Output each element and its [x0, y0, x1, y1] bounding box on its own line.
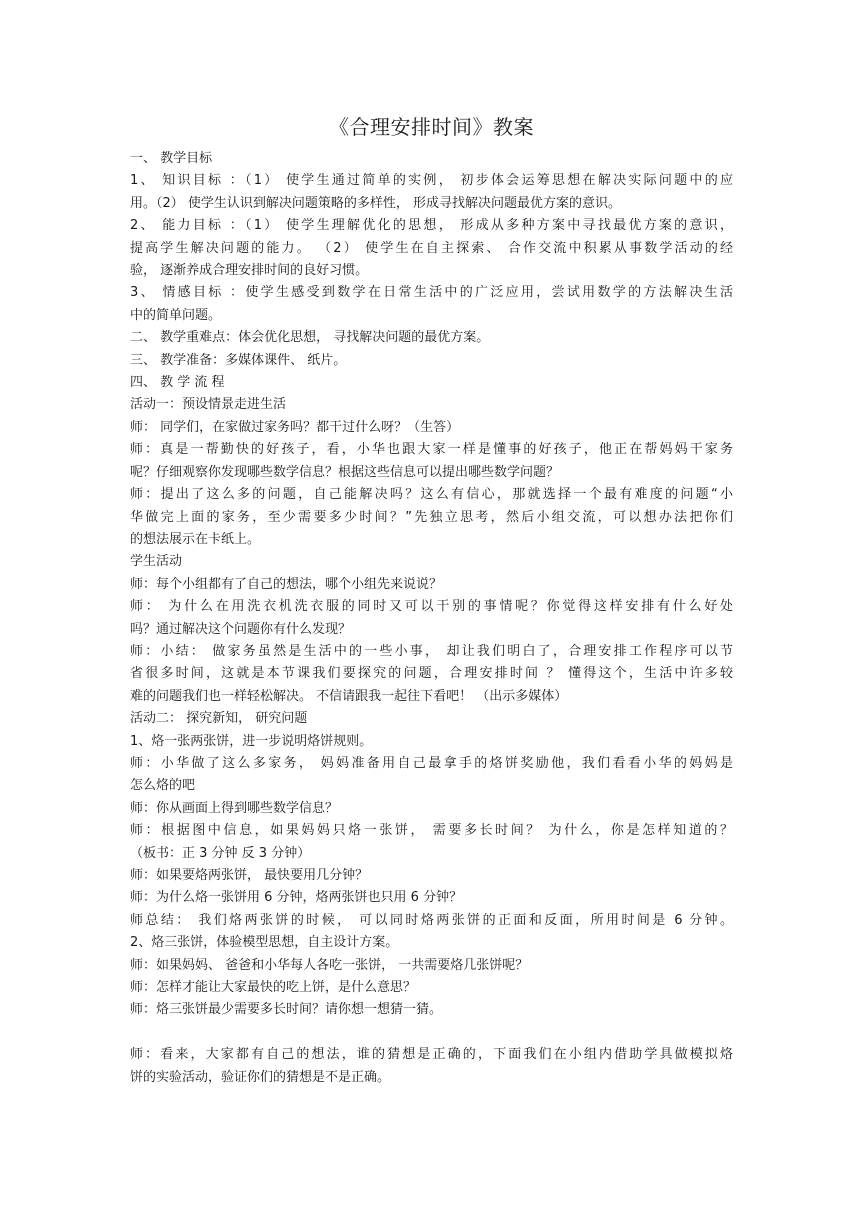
text-line: 2、烙三张饼，体验模型思想，自主设计方案。 [130, 935, 399, 951]
text-line: 师：为什么烙一张饼用 6 分钟，烙两张饼也只用 6 分钟？ [130, 890, 463, 906]
text-line: 师：烙三张饼最少需要多长时间？请你想一想猜一猜。 [130, 1002, 443, 1018]
text-line: 1、 知识目标 ：（1） 使学生通过简单的实例， 初步体会运筹思想在解决实际问题中的应 [130, 173, 733, 189]
text-line: 师：你从画面上得到哪些数学信息？ [130, 800, 339, 816]
document-body [130, 148, 733, 1089]
document-page [130, 112, 733, 1089]
text-line: 师：小结： 做家务虽然是生活中的一些小事， 却让我们明白了，合理安排工作程序可以节 [130, 643, 733, 659]
text-line: 学生活动 [130, 554, 183, 570]
text-line: 师：根据图中信息，如果妈妈只烙一张饼， 需要多长时间？ 为什么，你是怎样知道的？ [130, 823, 733, 839]
text-line: 师：提出了这么多的问题，自己能解决吗？这么有信心，那就选择一个最有难度的问题“小 [130, 487, 733, 503]
text-line: 怎么烙的吧 [130, 778, 196, 794]
text-line: 活动二： 探究新知， 研究问题 [130, 711, 308, 727]
text-line: 师：看来，大家都有自己的想法，谁的猜想是正确的，下面我们在小组内借助学具做模拟烙 [130, 1047, 733, 1063]
text-line: 师：怎样才能让大家最快的吃上饼，是什么意思？ [130, 980, 417, 996]
text-line: 师： 为什么在用洗衣机洗衣服的同时又可以干别的事情呢？你觉得这样安排有什么好处 [130, 599, 733, 615]
text-line: 提高学生解决问题的能力。 （2） 使学生在自主探索、 合作交流中积累从事数学活动的经 [130, 240, 733, 256]
text-line: 2、 能力目标 ：（1） 使学生理解优化的思想， 形成从多种方案中寻找最优方案的意识， [130, 218, 733, 234]
text-line: 活动一：预设情景走进生活 [130, 397, 287, 413]
document-title: 《合理安排时间》教案 [329, 115, 534, 139]
text-line: 四、 教 学 流 程 [130, 375, 225, 391]
text-line [130, 1022, 733, 1044]
text-line: 的想法展示在卡纸上。 [130, 531, 261, 547]
text-line: 验， 逐渐养成合理安排时间的良好习惯。 [130, 263, 369, 279]
text-line: 用。（2） 使学生认识到解决问题策略的多样性， 形成寻找解决问题最优方案的意识。 [130, 195, 622, 211]
text-line: 师： 同学们，在家做过家务吗？都干过什么呀？（生答） [130, 419, 460, 435]
text-line: 师：如果妈妈、 爸爸和小华每人各吃一张饼， 一共需要烙几张饼呢？ [130, 957, 529, 973]
text-line: 华做完上面的家务，至少需要多少时间？”先独立思考，然后小组交流，可以想办法把你们 [130, 509, 733, 525]
text-line: 师：每个小组都有了自己的想法，哪个小组先来说说？ [130, 576, 443, 592]
text-line: （板书：正 3 分钟 反 3 分钟） [130, 845, 311, 861]
text-line: 师总结： 我们烙两张饼的时候， 可以同时烙两张饼的正面和反面，所用时间是 6 分钟。 [130, 912, 733, 928]
text-line: 1、烙一张两张饼，进一步说明烙饼规则。 [130, 733, 373, 749]
text-line: 一、 教学目标 [130, 151, 213, 166]
text-line: 师：如果要烙两张饼， 最快要用几分钟？ [130, 868, 369, 883]
text-line: 二、 教学重难点：体会优化思想， 寻找解决问题的最优方案。 [130, 330, 490, 346]
text-line: 中的简单问题。 [130, 307, 222, 323]
text-line: 师：小华做了这么多家务， 妈妈准备用自己最拿手的烙饼奖励他，我们看看小华的妈妈是 [130, 755, 733, 771]
text-line: 难的问题我们也一样轻松解决。 不信请跟我一起往下看吧！ （出示多媒体） [130, 688, 568, 704]
text-line: 三、 教学准备：多媒体课件、 纸片。 [130, 352, 347, 368]
text-line: 师：真是一帮勤快的好孩子，看，小华也跟大家一样是懂事的好孩子，他正在帮妈妈干家务 [130, 442, 733, 458]
text-line: 呢？仔细观察你发现哪些数学信息？根据这些信息可以提出哪些数学问题？ [130, 464, 560, 480]
text-line: 3、 情感目标 ：使学生感受到数学在日常生活中的广泛应用，尝试用数学的方法解决生活 [130, 285, 733, 301]
text-line: 吗？通过解决这个问题你有什么发现？ [130, 621, 352, 637]
text-line: 省很多时间，这就是本节课我们要探究的问题，合理安排时间 ？ 懂得这个，生活中许多较 [130, 666, 733, 682]
text-line: 饼的实验活动，验证你们的猜想是不是正确。 [130, 1069, 391, 1085]
